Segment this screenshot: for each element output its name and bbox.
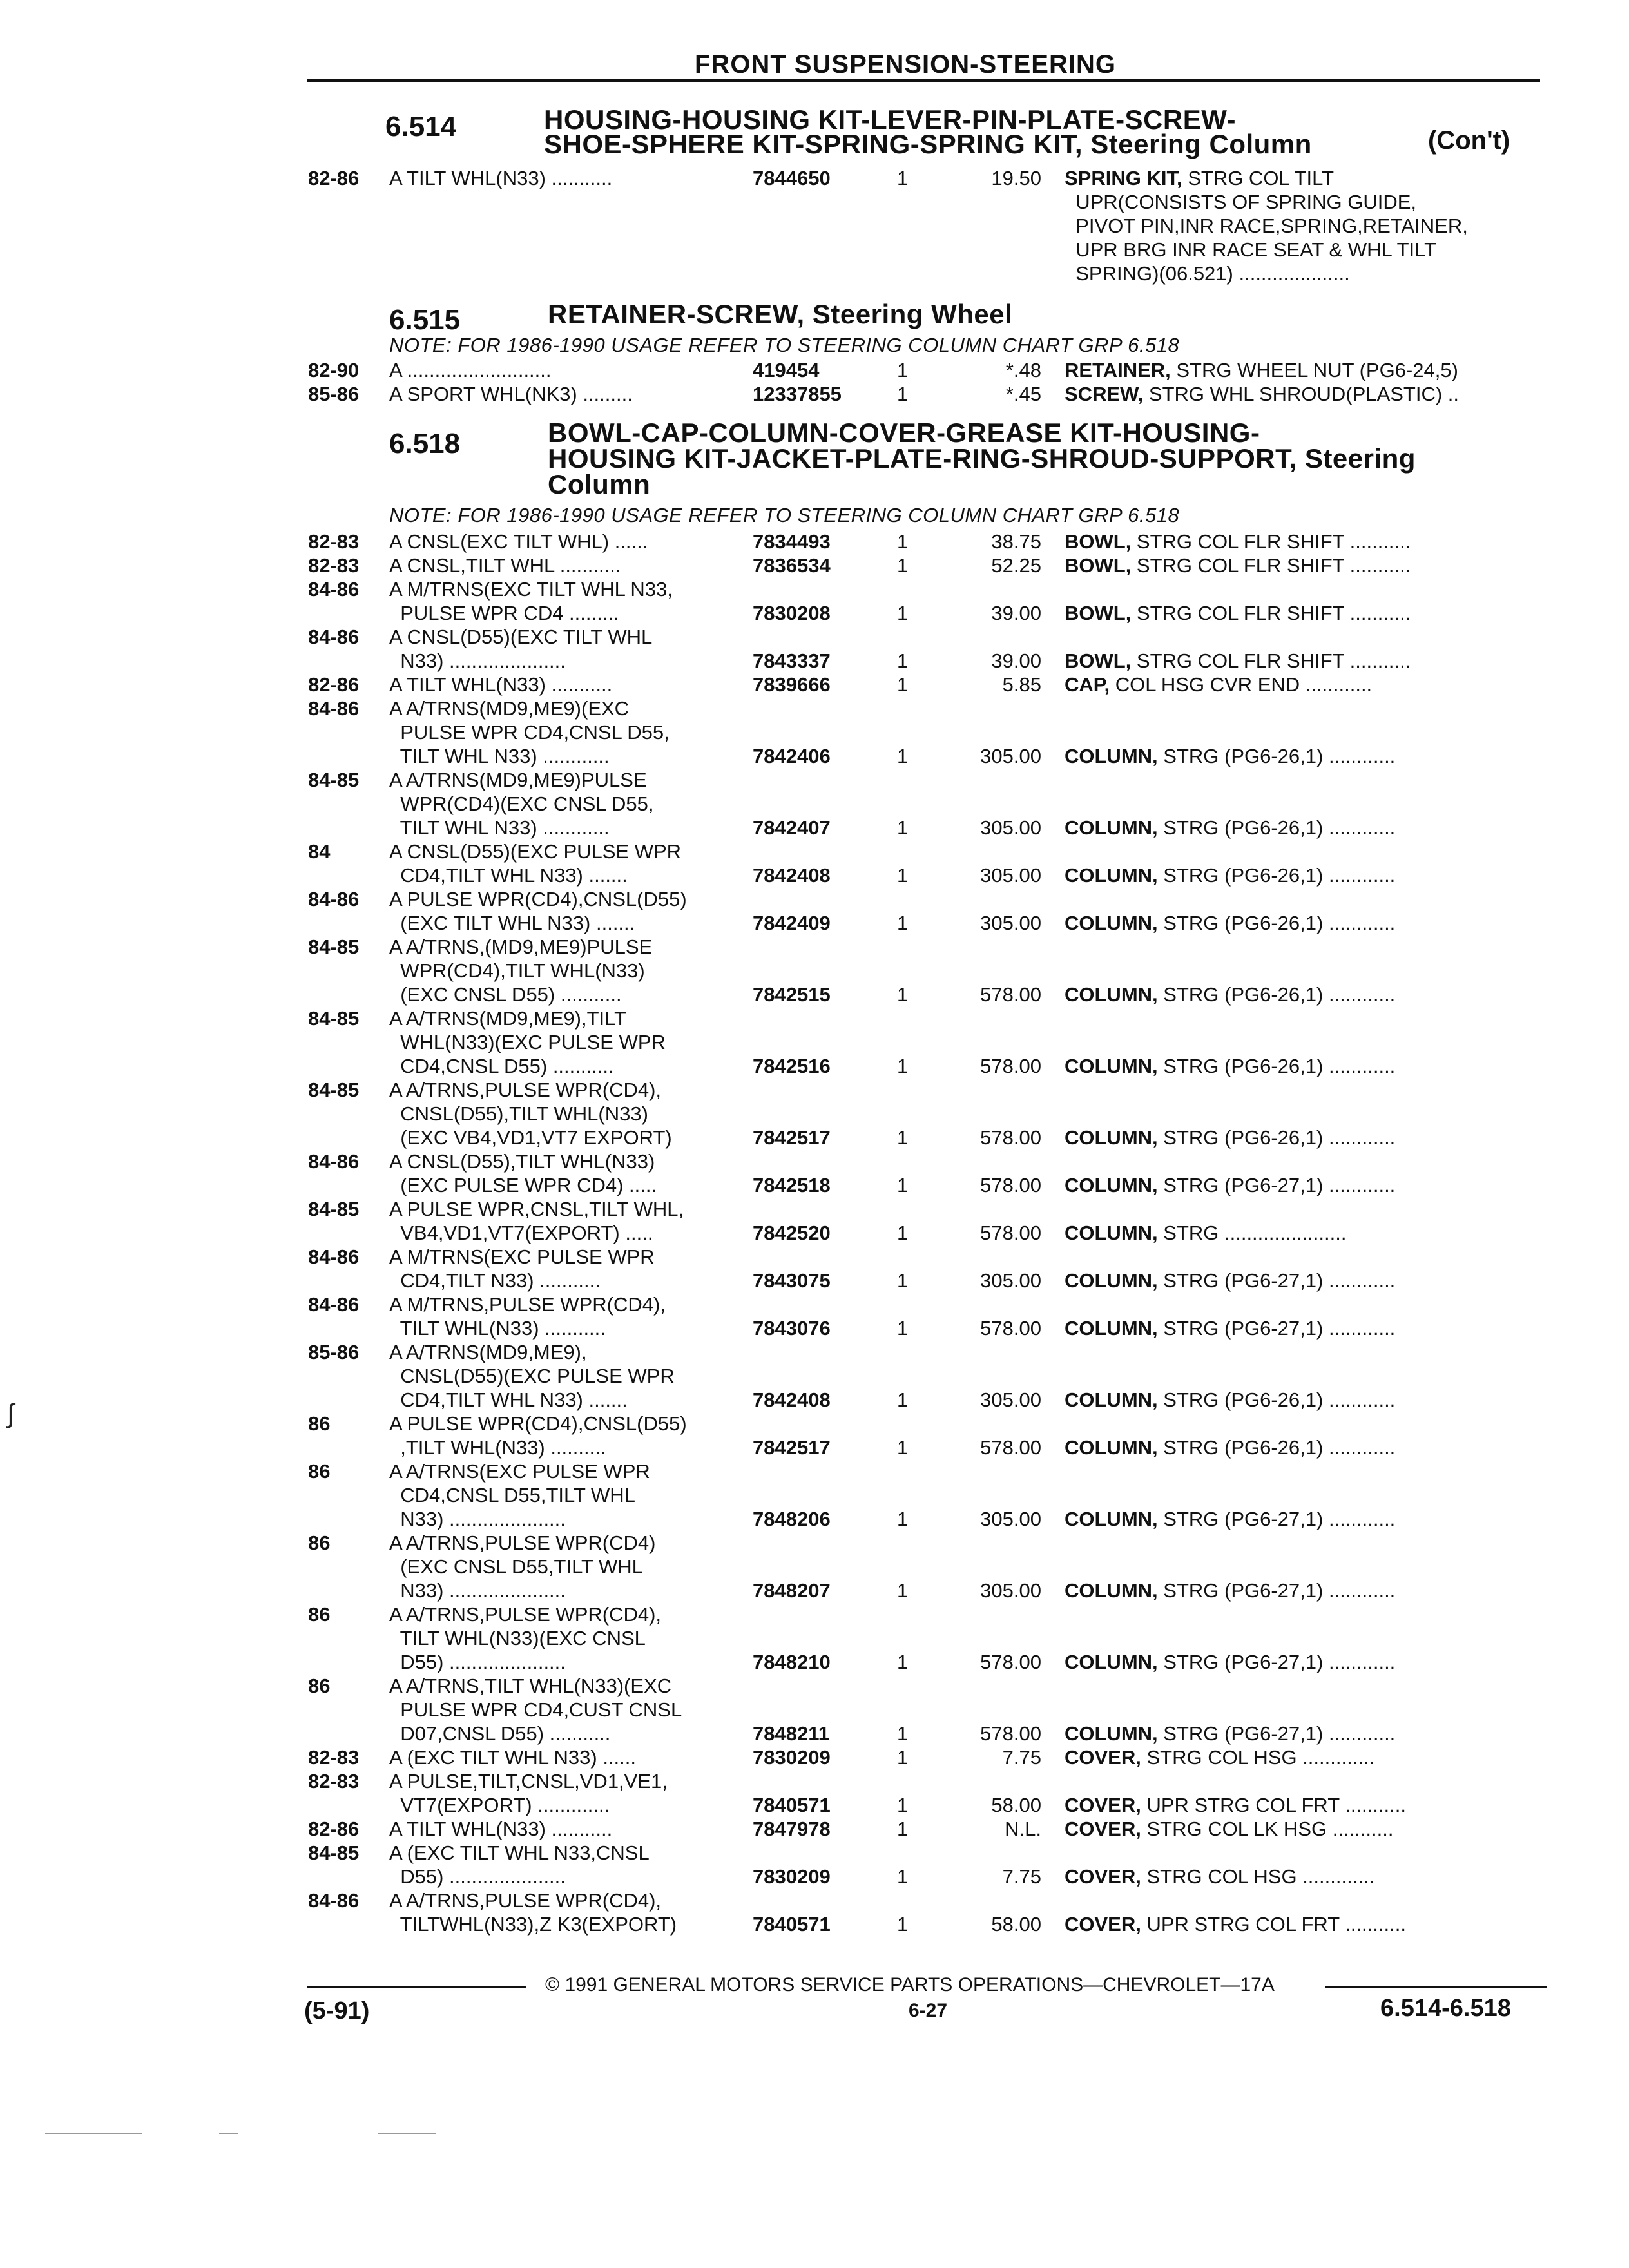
table-row (0, 1293, 1629, 1340)
part-detail: UPR STRG COL FRT ........... (1141, 1794, 1406, 1816)
section-title-6518-line3: Column (548, 469, 651, 499)
price: 305.00 (980, 745, 1041, 767)
part-detail: STRG (PG6-26,1) ............ (1157, 1389, 1396, 1411)
section-continued-label: (Con't) (1428, 126, 1510, 155)
model-years: 82-83 (308, 1770, 360, 1792)
section-number-6515: 6.515 (389, 304, 461, 336)
part-description (1065, 1126, 1395, 1149)
price: 578.00 (980, 1222, 1041, 1244)
part-description (1065, 1722, 1395, 1745)
part-description (1065, 983, 1395, 1006)
table-row (0, 887, 1629, 935)
model-years: 82-90 (308, 359, 360, 381)
application: A A/TRNS(MD9,ME9),TILT WHL(N33)(EXC PULSE WPR CD4,CNSL D55) ........... (389, 1007, 666, 1077)
model-years: 82-83 (308, 530, 360, 553)
model-years: 84-85 (308, 1841, 360, 1864)
part-description (1065, 1817, 1393, 1841)
part-number: 7834493 (753, 530, 831, 553)
quantity: 1 (897, 554, 909, 577)
part-detail: STRG ...................... (1157, 1222, 1347, 1244)
scan-margin-mark: ʃ (8, 1398, 14, 1428)
price: N.L. (1005, 1818, 1041, 1840)
part-detail: STRG (PG6-26,1) ............ (1157, 983, 1396, 1006)
price: 305.00 (980, 816, 1041, 839)
quantity: 1 (897, 1579, 909, 1602)
table-row (0, 553, 1629, 577)
price: 7.75 (1002, 1865, 1041, 1888)
application: A (EXC TILT WHL N33) ...... (389, 1746, 637, 1769)
price: 58.00 (991, 1794, 1041, 1816)
part-name: RETAINER, (1065, 359, 1171, 381)
application: A CNSL(EXC TILT WHL) ...... (389, 530, 648, 553)
section-title-6514-line1: HOUSING-HOUSING KIT-LEVER-PIN-PLATE-SCREW- (544, 104, 1237, 135)
footer-section-range: 6.514-6.518 (1380, 1995, 1511, 2022)
quantity: 1 (897, 1222, 909, 1244)
application: A TILT WHL(N33) ........... (389, 167, 613, 189)
price: *.48 (1005, 359, 1041, 381)
part-number: 7842517 (753, 1126, 831, 1149)
part-detail: STRG (PG6-26,1) ............ (1157, 1126, 1396, 1149)
table-row (0, 1674, 1629, 1745)
part-detail: STRG (PG6-26,1) ............ (1157, 912, 1396, 934)
price: 305.00 (980, 912, 1041, 934)
part-detail: STRG (PG6-26,1) ............ (1157, 1055, 1396, 1077)
model-years: 84-86 (308, 578, 360, 601)
price: 52.25 (991, 554, 1041, 577)
part-description (1065, 1912, 1406, 1936)
quantity: 1 (897, 816, 909, 839)
part-description (1065, 863, 1395, 887)
part-number: 7843076 (753, 1317, 831, 1340)
application: A M/TRNS(EXC PULSE WPR CD4,TILT N33) ........... (389, 1245, 655, 1292)
price: 5.85 (1002, 673, 1041, 696)
scan-speck (219, 2133, 238, 2134)
part-description (1065, 553, 1411, 577)
part-detail: STRG (PG6-27,1) ............ (1157, 1651, 1396, 1673)
part-detail: STRG WHL SHROUD(PLASTIC) .. (1143, 383, 1460, 405)
table-row (0, 1817, 1629, 1841)
part-detail: STRG COL FLR SHIFT ........... (1131, 530, 1411, 553)
model-years: 84-85 (308, 1007, 360, 1030)
part-detail: STRG (PG6-27,1) ............ (1157, 1579, 1396, 1602)
price: 39.00 (991, 649, 1041, 672)
part-name: CAP, (1065, 673, 1110, 696)
quantity: 1 (897, 359, 909, 381)
part-number: 7830209 (753, 1865, 831, 1888)
quantity: 1 (897, 864, 909, 887)
table-row (0, 577, 1629, 625)
footer-page-number: 6-27 (909, 2000, 948, 2021)
section-number-6514: 6.514 (385, 111, 457, 142)
quantity: 1 (897, 912, 909, 934)
application: A M/TRNS(EXC TILT WHL N33, PULSE WPR CD4 ......... (389, 578, 673, 624)
quantity: 1 (897, 1126, 909, 1149)
application: A .......................... (389, 359, 552, 381)
part-description (1065, 649, 1411, 673)
part-number: 7842406 (753, 745, 831, 767)
price: 578.00 (980, 1317, 1041, 1340)
part-description (1065, 673, 1372, 697)
part-name: COLUMN, (1065, 1579, 1158, 1602)
part-name: COLUMN, (1065, 1174, 1158, 1196)
part-name: COLUMN, (1065, 1317, 1158, 1340)
table-row (0, 1340, 1629, 1412)
part-description (1065, 382, 1459, 406)
part-description (1065, 1745, 1374, 1769)
quantity: 1 (897, 1865, 909, 1888)
part-number: 7848207 (753, 1579, 831, 1602)
quantity: 1 (897, 1818, 909, 1840)
part-number: 7843337 (753, 649, 831, 672)
table-row (0, 1769, 1629, 1817)
part-description (1065, 530, 1411, 553)
price: 19.50 (991, 167, 1041, 189)
part-name: BOWL, (1065, 530, 1132, 553)
quantity: 1 (897, 673, 909, 696)
part-name: COVER, (1065, 1746, 1141, 1769)
table-row (0, 697, 1629, 768)
part-name: COLUMN, (1065, 983, 1158, 1006)
part-name: BOWL, (1065, 649, 1132, 672)
part-number: 7842520 (753, 1222, 831, 1244)
model-years: 84-85 (308, 1198, 360, 1220)
application: A CNSL(D55)(EXC PULSE WPR CD4,TILT WHL N33) ....... (389, 840, 682, 887)
section-title-6514-line2: SHOE-SPHERE KIT-SPRING-SPRING KIT, Steering Column (544, 129, 1312, 159)
part-detail: STRG WHEEL NUT (PG6-24,5) (1170, 359, 1458, 381)
part-detail: STRG COL FLR SHIFT ........... (1131, 649, 1411, 672)
part-number: 7843075 (753, 1269, 831, 1292)
part-detail: STRG (PG6-26,1) ............ (1157, 816, 1396, 839)
part-number: 7848210 (753, 1651, 831, 1673)
header-rule (307, 79, 1540, 82)
part-detail: STRG COL FLR SHIFT ........... (1131, 602, 1411, 624)
price: *.45 (1005, 383, 1041, 405)
part-description (1065, 1793, 1406, 1817)
model-years: 84-86 (308, 626, 360, 648)
part-name: COLUMN, (1065, 1389, 1158, 1411)
page-header-title: FRONT SUSPENSION-STEERING (695, 50, 1116, 79)
price: 578.00 (980, 983, 1041, 1006)
model-years: 84-86 (308, 1293, 360, 1316)
part-number: 419454 (753, 359, 820, 381)
part-description (1065, 1054, 1395, 1078)
part-name: SCREW, (1065, 383, 1144, 405)
footer-rule-right (1325, 1986, 1547, 1988)
part-number: 7844650 (753, 167, 831, 189)
model-years: 86 (308, 1532, 331, 1554)
model-years: 82-83 (308, 1746, 360, 1769)
table-row (0, 1888, 1629, 1936)
quantity: 1 (897, 383, 909, 405)
part-number: 7842408 (753, 1389, 831, 1411)
quantity: 1 (897, 983, 909, 1006)
part-number: 7848206 (753, 1508, 831, 1530)
application: A CNSL(D55)(EXC TILT WHL N33) ..................... (389, 626, 653, 672)
application: A A/TRNS,PULSE WPR(CD4), TILTWHL(N33),Z K3(EXPORT) (389, 1889, 677, 1936)
application: A PULSE WPR(CD4),CNSL(D55) ,TILT WHL(N33) .......... (389, 1412, 687, 1459)
model-years: 86 (308, 1675, 331, 1697)
part-name: COLUMN, (1065, 1126, 1158, 1149)
part-name: COVER, (1065, 1794, 1141, 1816)
table-row (0, 1459, 1629, 1531)
application: A A/TRNS,PULSE WPR(CD4), TILT WHL(N33)(EXC CNSL D55) ..................... (389, 1603, 662, 1673)
quantity: 1 (897, 602, 909, 624)
application: A CNSL(D55),TILT WHL(N33) (EXC PULSE WPR CD4) ..... (389, 1150, 657, 1196)
part-number: 7836534 (753, 554, 831, 577)
part-name: COLUMN, (1065, 1222, 1158, 1244)
part-description (1065, 1436, 1395, 1459)
model-years: 84-86 (308, 888, 360, 910)
price: 578.00 (980, 1436, 1041, 1459)
quantity: 1 (897, 167, 909, 189)
model-years: 82-83 (308, 554, 360, 577)
part-description (1065, 601, 1411, 625)
application: A PULSE WPR,CNSL,TILT WHL, VB4,VD1,VT7(EXPORT) ..... (389, 1198, 684, 1244)
table-row (0, 673, 1629, 697)
price: 578.00 (980, 1174, 1041, 1196)
price: 578.00 (980, 1126, 1041, 1149)
part-name: COVER, (1065, 1865, 1141, 1888)
quantity: 1 (897, 1913, 909, 1936)
application: A PULSE,TILT,CNSL,VD1,VE1, VT7(EXPORT) ............. (389, 1770, 668, 1816)
quantity: 1 (897, 1269, 909, 1292)
part-number: 7842515 (753, 983, 831, 1006)
part-name: COLUMN, (1065, 816, 1158, 839)
part-description (1065, 744, 1395, 768)
part-detail: UPR STRG COL FRT ........... (1141, 1913, 1406, 1936)
part-number: 7840571 (753, 1913, 831, 1936)
table-row (0, 1841, 1629, 1888)
quantity: 1 (897, 1055, 909, 1077)
table-row (0, 768, 1629, 840)
footer-copyright: © 1991 GENERAL MOTORS SERVICE PARTS OPERATIONS—CHEVROLET—17A (545, 1974, 1275, 1995)
table-row (0, 625, 1629, 673)
part-description (1065, 1507, 1395, 1531)
application: A A/TRNS,PULSE WPR(CD4), CNSL(D55),TILT WHL(N33) (EXC VB4,VD1,VT7 EXPORT) (389, 1079, 672, 1149)
price: 305.00 (980, 864, 1041, 887)
price: 38.75 (991, 530, 1041, 553)
price: 578.00 (980, 1651, 1041, 1673)
part-description (1065, 1650, 1395, 1674)
quantity: 1 (897, 1746, 909, 1769)
price: 305.00 (980, 1508, 1041, 1530)
price: 578.00 (980, 1055, 1041, 1077)
part-name: BOWL, (1065, 554, 1132, 577)
part-name: SPRING KIT, (1065, 167, 1182, 189)
part-number: 7842407 (753, 816, 831, 839)
part-detail: STRG (PG6-27,1) ............ (1157, 1508, 1396, 1530)
part-number: 12337855 (753, 383, 842, 405)
table-row (0, 358, 1629, 382)
section-number-6518: 6.518 (389, 428, 461, 459)
scan-speck (378, 2133, 436, 2134)
part-detail: STRG (PG6-27,1) ............ (1157, 1722, 1396, 1745)
table-row (0, 1602, 1629, 1674)
price: 305.00 (980, 1579, 1041, 1602)
footer-rule-left (307, 1986, 526, 1988)
part-number: 7848211 (753, 1722, 829, 1745)
price: 305.00 (980, 1389, 1041, 1411)
table-row (0, 382, 1629, 406)
part-name: COLUMN, (1065, 1269, 1158, 1292)
table-row (0, 1006, 1629, 1078)
part-detail: STRG (PG6-26,1) ............ (1157, 864, 1396, 887)
part-number: 7842518 (753, 1174, 831, 1196)
application: A A/TRNS(EXC PULSE WPR CD4,CNSL D55,TILT WHL N33) ..................... (389, 1460, 650, 1530)
part-description (1065, 1221, 1346, 1245)
part-number: 7847978 (753, 1818, 831, 1840)
part-detail: STRG (PG6-26,1) ............ (1157, 1436, 1396, 1459)
part-detail: STRG COL HSG ............. (1141, 1746, 1375, 1769)
part-number: 7842516 (753, 1055, 831, 1077)
part-number: 7830209 (753, 1746, 831, 1769)
part-detail: STRG COL FLR SHIFT ........... (1131, 554, 1411, 577)
price: 305.00 (980, 1269, 1041, 1292)
quantity: 1 (897, 1389, 909, 1411)
model-years: 82-86 (308, 673, 360, 696)
part-number: 7839666 (753, 673, 831, 696)
application: A A/TRNS,TILT WHL(N33)(EXC PULSE WPR CD4,CUST CNSL D07,CNSL D55) ........... (389, 1675, 682, 1745)
application: A TILT WHL(N33) ........... (389, 1818, 613, 1840)
table-row (0, 166, 1629, 285)
quantity: 1 (897, 1317, 909, 1340)
application: A (EXC TILT WHL N33,CNSL D55) ..................... (389, 1841, 650, 1888)
quantity: 1 (897, 649, 909, 672)
section-title-6515: RETAINER-SCREW, Steering Wheel (548, 299, 1013, 329)
part-description (1065, 166, 1468, 285)
price: 7.75 (1002, 1746, 1041, 1769)
table-row (0, 1149, 1629, 1197)
part-name: COVER, (1065, 1913, 1141, 1936)
part-detail: STRG (PG6-27,1) ............ (1157, 1269, 1396, 1292)
section-6518-note: NOTE: FOR 1986-1990 USAGE REFER TO STEERING COLUMN CHART GRP 6.518 (389, 504, 1180, 526)
application: A SPORT WHL(NK3) ......... (389, 383, 633, 405)
application: A TILT WHL(N33) ........... (389, 673, 613, 696)
part-detail: STRG COL HSG ............. (1141, 1865, 1375, 1888)
part-description (1065, 816, 1395, 840)
part-name: COVER, (1065, 1818, 1141, 1840)
part-number: 7830208 (753, 602, 831, 624)
section-title-6518-line1: BOWL-CAP-COLUMN-COVER-GREASE KIT-HOUSING- (548, 418, 1260, 448)
part-name: COLUMN, (1065, 745, 1158, 767)
part-detail: STRG COL LK HSG ........... (1141, 1818, 1394, 1840)
part-number: 7842517 (753, 1436, 831, 1459)
price: 58.00 (991, 1913, 1041, 1936)
part-number: 7840571 (753, 1794, 831, 1816)
table-row (0, 1745, 1629, 1769)
quantity: 1 (897, 1722, 909, 1745)
part-detail: STRG COL TILT UPR(CONSISTS OF SPRING GUIDE, PIVOT PIN,INR RACE,SPRING,RETAINER, UPR BRG INR RACE SEAT & WHL TILT SPRING)(06.521) .................... (1075, 167, 1468, 285)
part-name: COLUMN, (1065, 864, 1158, 887)
part-name: COLUMN, (1065, 1722, 1158, 1745)
model-years: 86 (308, 1603, 331, 1626)
footer-date: (5-91) (304, 1997, 370, 2024)
part-detail: STRG (PG6-26,1) ............ (1157, 745, 1396, 767)
application: A A/TRNS,(MD9,ME9)PULSE WPR(CD4),TILT WHL(N33) (EXC CNSL D55) ........... (389, 936, 653, 1006)
model-years: 84-85 (308, 1079, 360, 1101)
quantity: 1 (897, 745, 909, 767)
part-description (1065, 358, 1458, 382)
model-years: 84-86 (308, 1245, 360, 1268)
part-description (1065, 1865, 1374, 1888)
part-name: COLUMN, (1065, 1055, 1158, 1077)
model-years: 84 (308, 840, 331, 863)
quantity: 1 (897, 1174, 909, 1196)
part-description (1065, 911, 1395, 935)
section-title-6518-line2: HOUSING KIT-JACKET-PLATE-RING-SHROUD-SUPPORT, Steering (548, 443, 1416, 474)
part-name: COLUMN, (1065, 1436, 1158, 1459)
table-row (0, 1531, 1629, 1602)
model-years: 84-86 (308, 1150, 360, 1173)
scan-speck (45, 2133, 142, 2134)
model-years: 85-86 (308, 1341, 360, 1363)
part-detail: STRG (PG6-27,1) ............ (1157, 1317, 1396, 1340)
part-description (1065, 1269, 1395, 1293)
part-detail: STRG (PG6-27,1) ............ (1157, 1174, 1396, 1196)
part-name: COLUMN, (1065, 1508, 1158, 1530)
part-description (1065, 1173, 1395, 1197)
model-years: 84-86 (308, 697, 360, 720)
part-description (1065, 1316, 1395, 1340)
application: A A/TRNS(MD9,ME9)PULSE WPR(CD4)(EXC CNSL D55, TILT WHL N33) ............ (389, 769, 654, 839)
part-name: COLUMN, (1065, 912, 1158, 934)
part-description (1065, 1388, 1395, 1412)
application: A M/TRNS,PULSE WPR(CD4), TILT WHL(N33) ........... (389, 1293, 666, 1340)
application: A A/TRNS,PULSE WPR(CD4) (EXC CNSL D55,TILT WHL N33) ..................... (389, 1532, 656, 1602)
application: A A/TRNS(MD9,ME9)(EXC PULSE WPR CD4,CNSL D55, TILT WHL N33) ............ (389, 697, 670, 767)
table-row (0, 1078, 1629, 1149)
table-row (0, 1197, 1629, 1245)
table-row (0, 530, 1629, 553)
model-years: 82-86 (308, 167, 360, 189)
application: A CNSL,TILT WHL ........... (389, 554, 621, 577)
quantity: 1 (897, 1508, 909, 1530)
application: A PULSE WPR(CD4),CNSL(D55) (EXC TILT WHL N33) ....... (389, 888, 687, 934)
quantity: 1 (897, 1794, 909, 1816)
table-row (0, 1412, 1629, 1459)
quantity: 1 (897, 1651, 909, 1673)
table-row (0, 935, 1629, 1006)
table-row (0, 1245, 1629, 1293)
table-row (0, 840, 1629, 887)
part-number: 7842408 (753, 864, 831, 887)
model-years: 85-86 (308, 383, 360, 405)
part-detail: COL HSG CVR END ............ (1110, 673, 1373, 696)
model-years: 84-86 (308, 1889, 360, 1912)
model-years: 84-85 (308, 936, 360, 958)
model-years: 82-86 (308, 1818, 360, 1840)
model-years: 86 (308, 1412, 331, 1435)
part-number: 7842409 (753, 912, 831, 934)
model-years: 86 (308, 1460, 331, 1483)
part-name: COLUMN, (1065, 1651, 1158, 1673)
model-years: 84-85 (308, 769, 360, 791)
application: A A/TRNS(MD9,ME9), CNSL(D55)(EXC PULSE WPR CD4,TILT WHL N33) ....... (389, 1341, 675, 1411)
part-name: BOWL, (1065, 602, 1132, 624)
section-6515-note: NOTE: FOR 1986-1990 USAGE REFER TO STEERING COLUMN CHART GRP 6.518 (389, 334, 1180, 356)
price: 39.00 (991, 602, 1041, 624)
quantity: 1 (897, 1436, 909, 1459)
part-description (1065, 1579, 1395, 1602)
price: 578.00 (980, 1722, 1041, 1745)
quantity: 1 (897, 530, 909, 553)
